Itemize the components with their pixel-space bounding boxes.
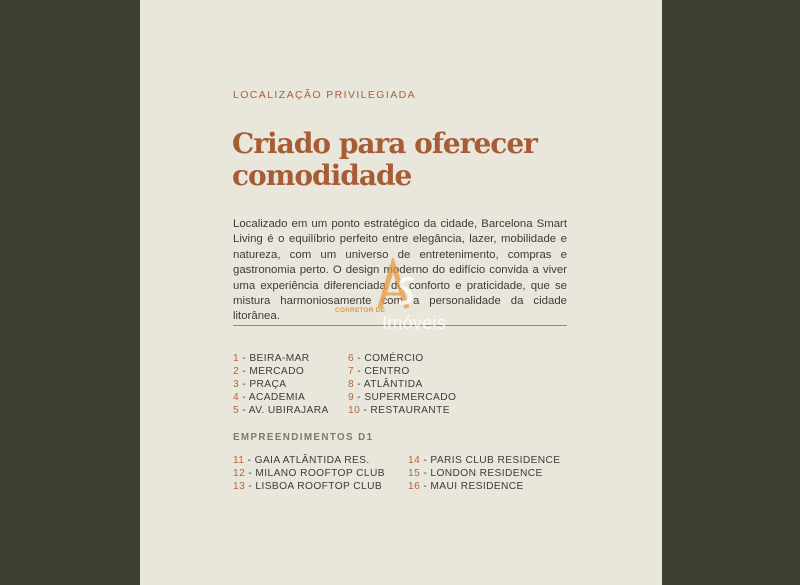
list-item: 12 - MILANO ROOFTOP CLUB <box>233 468 385 479</box>
section-eyebrow: LOCALIZAÇÃO PRIVILEGIADA <box>233 89 416 101</box>
list-item: 2 - MERCADO <box>233 366 305 377</box>
description-paragraph: Localizado em um ponto estratégico da cidade, Barcelona Smart Living é o equilíbrio perfeito entre elegância, lazer, mobilidade e natureza, com um universo de entretenimento, compras e gastronomia perto. O design moderno do edifício convida a viver uma experiência diferenciada de conforto e praticidade, que se mistura harmoniosamente com a personalidade da cidade litorânea. <box>233 218 567 323</box>
list-item: 13 - LISBOA ROOFTOP CLUB <box>233 481 383 492</box>
list-item: 14 - PARIS CLUB RESIDENCE <box>408 455 561 466</box>
list-item: 15 - LONDON RESIDENCE <box>408 468 543 479</box>
list-item: 4 - ACADEMIA <box>233 392 306 403</box>
list-item: 7 - CENTRO <box>348 366 410 377</box>
list-item: 5 - AV. UBIRAJARA <box>233 405 329 416</box>
watermark-logo <box>335 258 445 338</box>
developments-list-right <box>408 454 560 493</box>
watermark-big-text: Imóveis <box>382 313 447 333</box>
list-item: 9 - SUPERMERCADO <box>348 392 457 403</box>
list-item: 10 - RESTAURANTE <box>348 405 450 416</box>
list-item: 1 - BEIRA-MAR <box>233 353 310 364</box>
locations-list-right <box>348 352 456 417</box>
locations-list-left <box>233 352 329 417</box>
list-item: 6 - COMÉRCIO <box>348 353 424 364</box>
title-line-1: Criado para oferecer <box>232 127 537 160</box>
list-item: 3 - PRAÇA <box>233 379 287 390</box>
developments-list-left <box>233 454 385 493</box>
list-item: 8 - ATLÂNTIDA <box>348 379 423 390</box>
watermark-small-text: CORRETOR DE <box>335 307 386 314</box>
brochure-page <box>140 0 662 585</box>
list-item: 11 - GAIA ATLÂNTIDA RES. <box>233 455 370 466</box>
title-line-2: comodidade <box>232 159 412 192</box>
page-title <box>232 128 562 192</box>
developments-heading: EMPREENDIMENTOS D1 <box>233 432 374 443</box>
list-item: 16 - MAUI RESIDENCE <box>408 481 524 492</box>
